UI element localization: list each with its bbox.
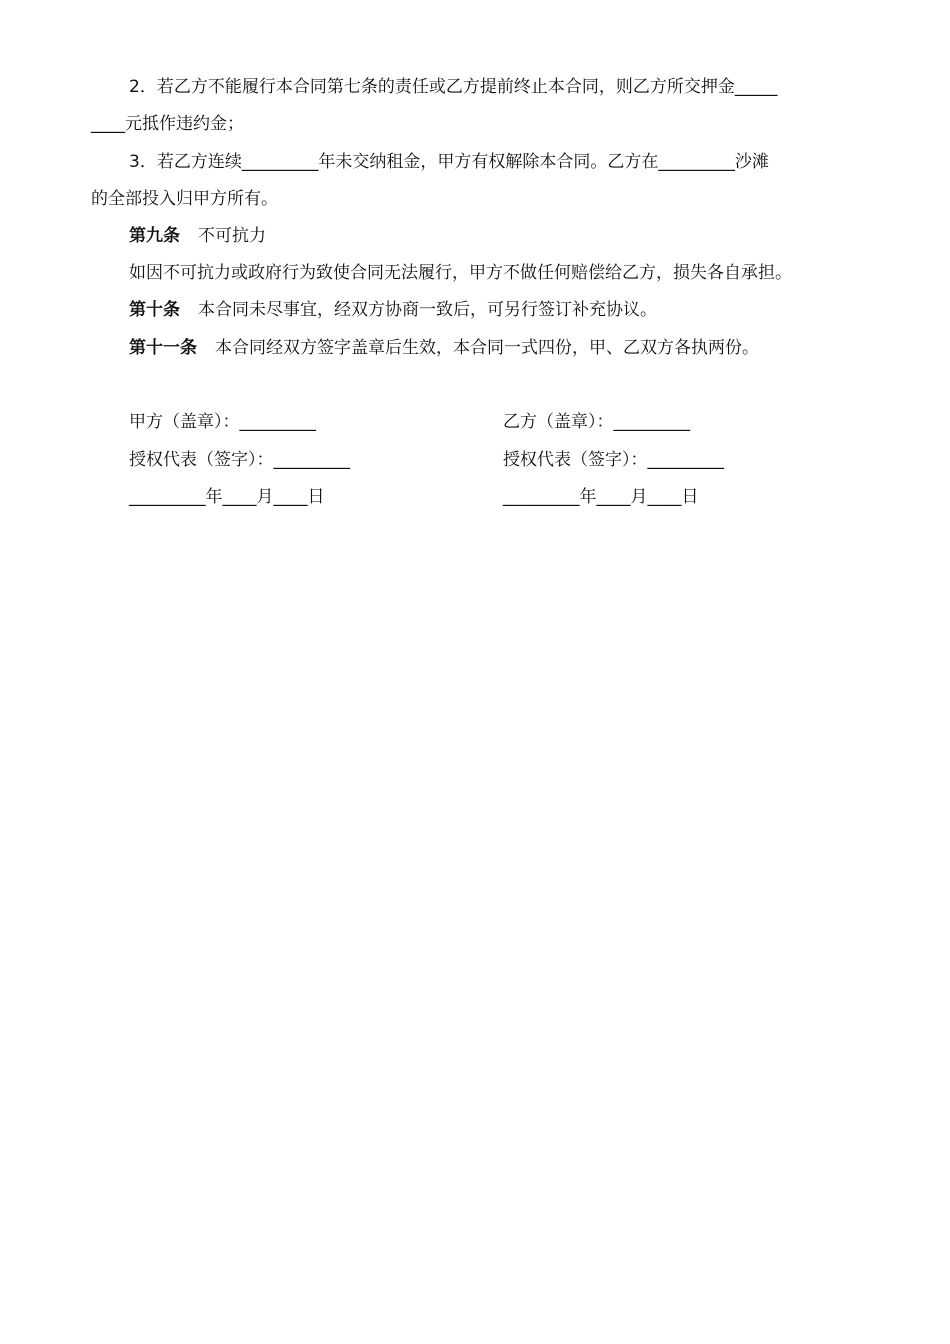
- clause8-item2-line1: 2．若乙方不能履行本合同第七条的责任或乙方提前终止本合同，则乙方所交押金_____: [129, 77, 778, 97]
- clause9-body: 如因不可抗力或政府行为致使合同无法履行，甲方不做任何赔偿给乙方，损失各自承担。: [129, 263, 792, 283]
- clause11-line: [129, 330, 909, 367]
- clause9-title: 不可抗力: [198, 226, 266, 246]
- party-b-representative: 授权代表（签字）：_________: [503, 450, 724, 470]
- clause10-body: 本合同未尽事宜，经双方协商一致后，可另行签订补充协议。: [198, 300, 657, 320]
- party-b-seal: 乙方（盖章）：_________: [503, 412, 690, 432]
- clause8-item3-line1: 3．若乙方连续_________年未交纳租金，甲方有权解除本合同。乙方在_________沙滩: [129, 152, 769, 172]
- clause11-body: 本合同经双方签字盖章后生效，本合同一式四份，甲、乙双方各执两份。: [215, 338, 759, 358]
- party-b-date: _________年____月____日: [503, 487, 699, 507]
- party-a-representative: 授权代表（签字）：_________: [129, 450, 350, 470]
- clause10-line: [129, 292, 909, 329]
- clause10-heading: 第十条: [129, 300, 180, 320]
- clause8-item2-line2: ____元抵作违约金；: [91, 114, 244, 134]
- party-a-date: _________年____月____日: [129, 487, 325, 507]
- clause11-heading: 第十一条: [129, 338, 197, 358]
- clause9-heading: 第九条: [129, 226, 180, 246]
- party-a-seal: 甲方（盖章）：_________: [129, 412, 316, 432]
- clause9-heading-line: [129, 218, 909, 255]
- clause8-item3-line2: 的全部投入归甲方所有。: [91, 189, 278, 209]
